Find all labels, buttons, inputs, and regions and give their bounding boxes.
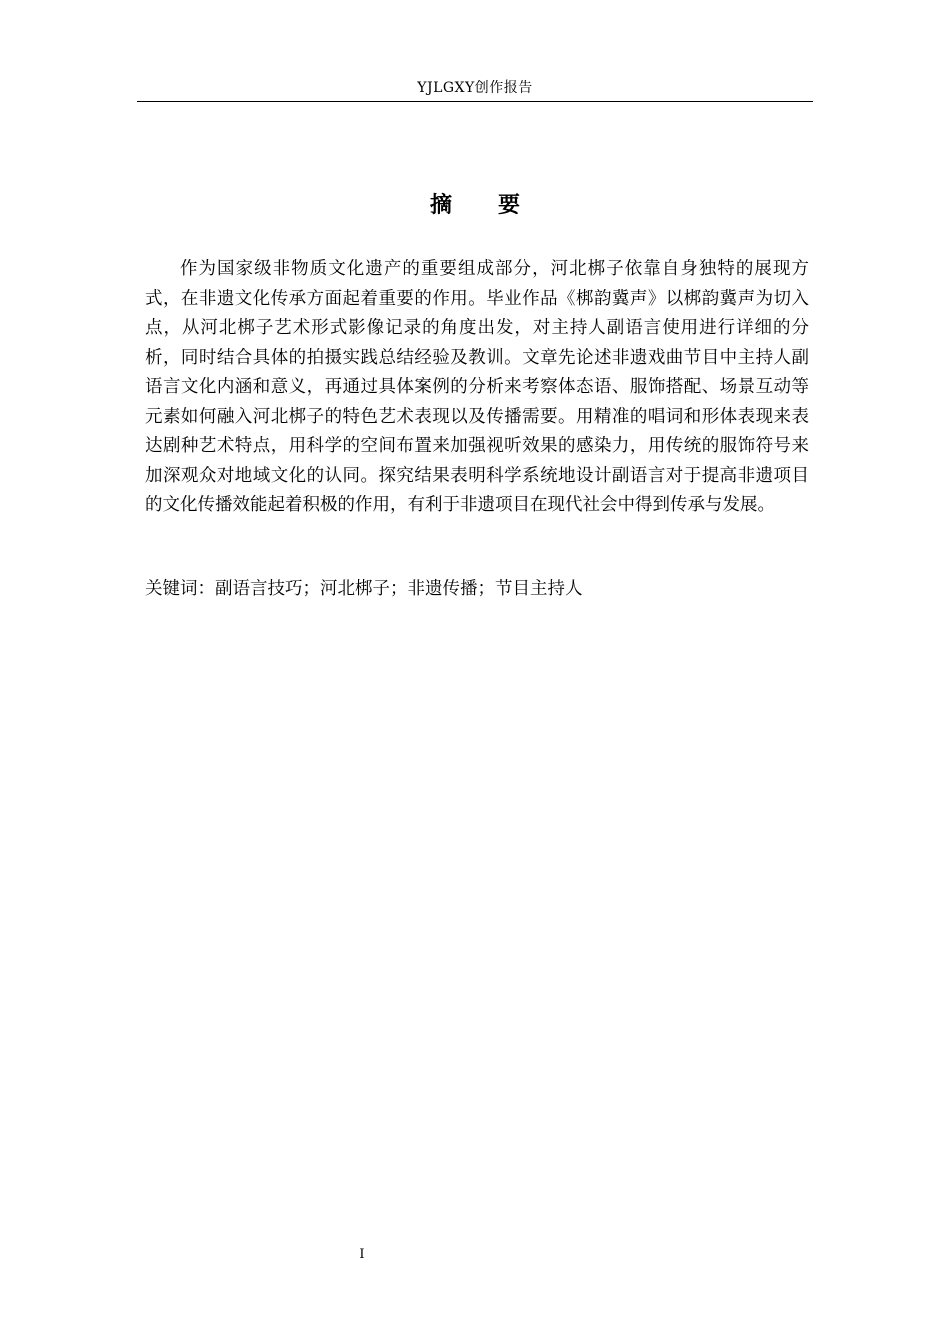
abstract-title-char-1: 摘 [429,193,452,218]
running-header: YJLGXY创作报告 [417,80,533,96]
abstract-title-char-2: 要 [498,193,521,218]
page-number: I [359,1247,365,1262]
abstract-body: 作为国家级非物质文化遗产的重要组成部分，河北梆子依靠自身独特的展现方式，在非遗文化传承方面起着重要的作用。毕业作品《梆韵冀声》以梆韵冀声为切入点，从河北梆子艺术形式影像记录的角度出发，对主持人副语言使用进行详细的分析，同时结合具体的拍摄实践总结经验及教训。文章先论述非遗戏曲节目中主持人副语言文化内涵和意义，再通过具体案例的分析来考察体态语、服饰搭配、场景互动等元素如何融入河北梆子的特色艺术表现以及传播需要。用精准的唱词和形体表现来表达剧种艺术特点，用科学的空间布置来加强视听效果的感染力，用传统的服饰符号来加深观众对地域文化的认同。探究结果表明科学系统地设计副语言对于提高非遗项目的文化传播效能起着积极的作用，有利于非遗项目在现代社会中得到传承与发展。 [145,259,809,515]
abstract-title [0,191,950,221]
header-rule [137,101,813,102]
keywords-line: 关键词：副语言技巧；河北梆子；非遗传播；节目主持人 [145,579,583,599]
